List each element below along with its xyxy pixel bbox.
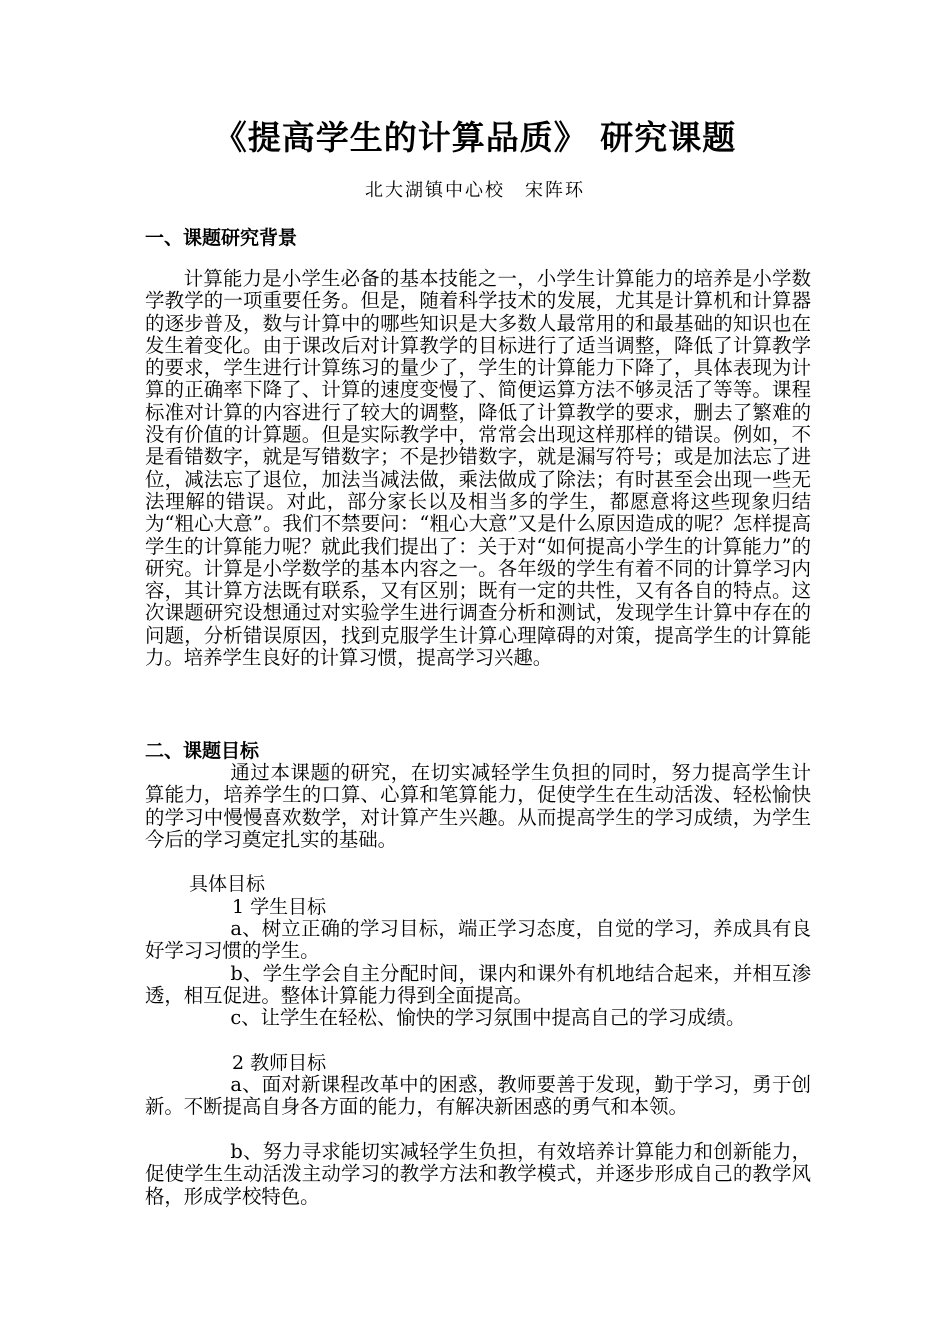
- section-heading-goals: 二、课题目标: [145, 740, 260, 762]
- teacher-goal-item: b、努力寻求能切实减轻学生负担，有效培养计算能力和创新能力，促使学生生动活泼主动学习的教学方法和教学模式，并逐步形成自己的教学风格，形成学校特色。: [145, 1140, 811, 1208]
- section-background-body: [145, 268, 811, 669]
- student-goal-item: b、学生学会自主分配时间，课内和课外有机地结合起来，并相互渗透，相互促进。整体计算能力得到全面提高。: [145, 961, 811, 1007]
- goals-paragraph: 通过本课题的研究，在切实减轻学生负担的同时，努力提高学生计算能力，培养学生的口算、心算和笔算能力，促使学生在生动活泼、轻松愉快的学习中慢慢喜欢数学，对计算产生兴趣。从而提高学生的学习成绩，为学生今后的学习奠定扎实的基础。: [145, 761, 811, 851]
- section-goals-body: [145, 762, 811, 851]
- author-line: 北大湖镇中心校 宋阵环: [365, 180, 585, 201]
- specific-goals-label: 具体目标: [189, 873, 266, 895]
- teacher-goals-list-2: [145, 1141, 811, 1208]
- teacher-goals-label: 2 教师目标: [232, 1052, 327, 1074]
- student-goals-list: [145, 918, 811, 1029]
- student-goal-item: c、让学生在轻松、愉快的学习氛围中提高自己的学习成绩。: [230, 1006, 746, 1030]
- document-title: 《提高学生的计算品质》 研究课题: [213, 118, 737, 157]
- teacher-goals-list: [145, 1074, 811, 1119]
- section-heading-background: 一、课题研究背景: [145, 227, 298, 249]
- background-paragraph: 计算能力是小学生必备的基本技能之一，小学生计算能力的培养是小学数学教学的一项重要任务。但是，随着科学技术的发展，尤其是计算机和计算器的逐步普及，数与计算中的哪些知识是大多数人最常用的和最基础的知识也在发生着变化。由于课改后对计算教学的目标进行了适当调整，降低了计算教学的要求，学生进行计算练习的量少了，学生的计算能力下降了，具体表现为计算的正确率下降了、计算的速度变慢了、简便运算方法不够灵活了等等。课程标准对计算的内容进行了较大的调整，降低了计算教学的要求，删去了繁难的没有价值的计算题。但是实际教学中，常常会出现这样那样的错误。例如，不是看错数字，就是写错数字；不是抄错数字，就是漏写符号；或是加法忘了进位，减法忘了退位，加法当减法做，乘法做成了除法；有时甚至会出现一些无法理解的错误。对此，部分家长以及相当多的学生，都愿意将这些现象归结为“粗心大意”。我们不禁要问：“粗心大意”又是什么原因造成的呢？怎样提高学生的计算能力呢？就此我们提出了：关于对“如何提高小学生的计算能力”的研究。计算是小学数学的基本内容之一。各年级的学生有着不同的计算学习内容，其计算方法既有联系，又有区别；既有一定的共性，又有各自的特点。这次课题研究设想通过对实验学生进行调查分析和测试，发现学生计算中存在的问题，分析错误原因，找到克服学生计算心理障碍的对策，提高学生的计算能力。培养学生良好的计算习惯，提高学习兴趣。: [145, 267, 811, 670]
- student-goals-label: 1 学生目标: [232, 896, 327, 918]
- teacher-goal-item: a、面对新课程改革中的困惑，教师要善于发现，勤于学习，勇于创新。不断提高自身各方面的能力，有解决新困惑的勇气和本领。: [145, 1073, 811, 1119]
- student-goal-item: a、树立正确的学习目标，端正学习态度，自觉的学习，养成具有良好学习习惯的学生。: [145, 917, 811, 963]
